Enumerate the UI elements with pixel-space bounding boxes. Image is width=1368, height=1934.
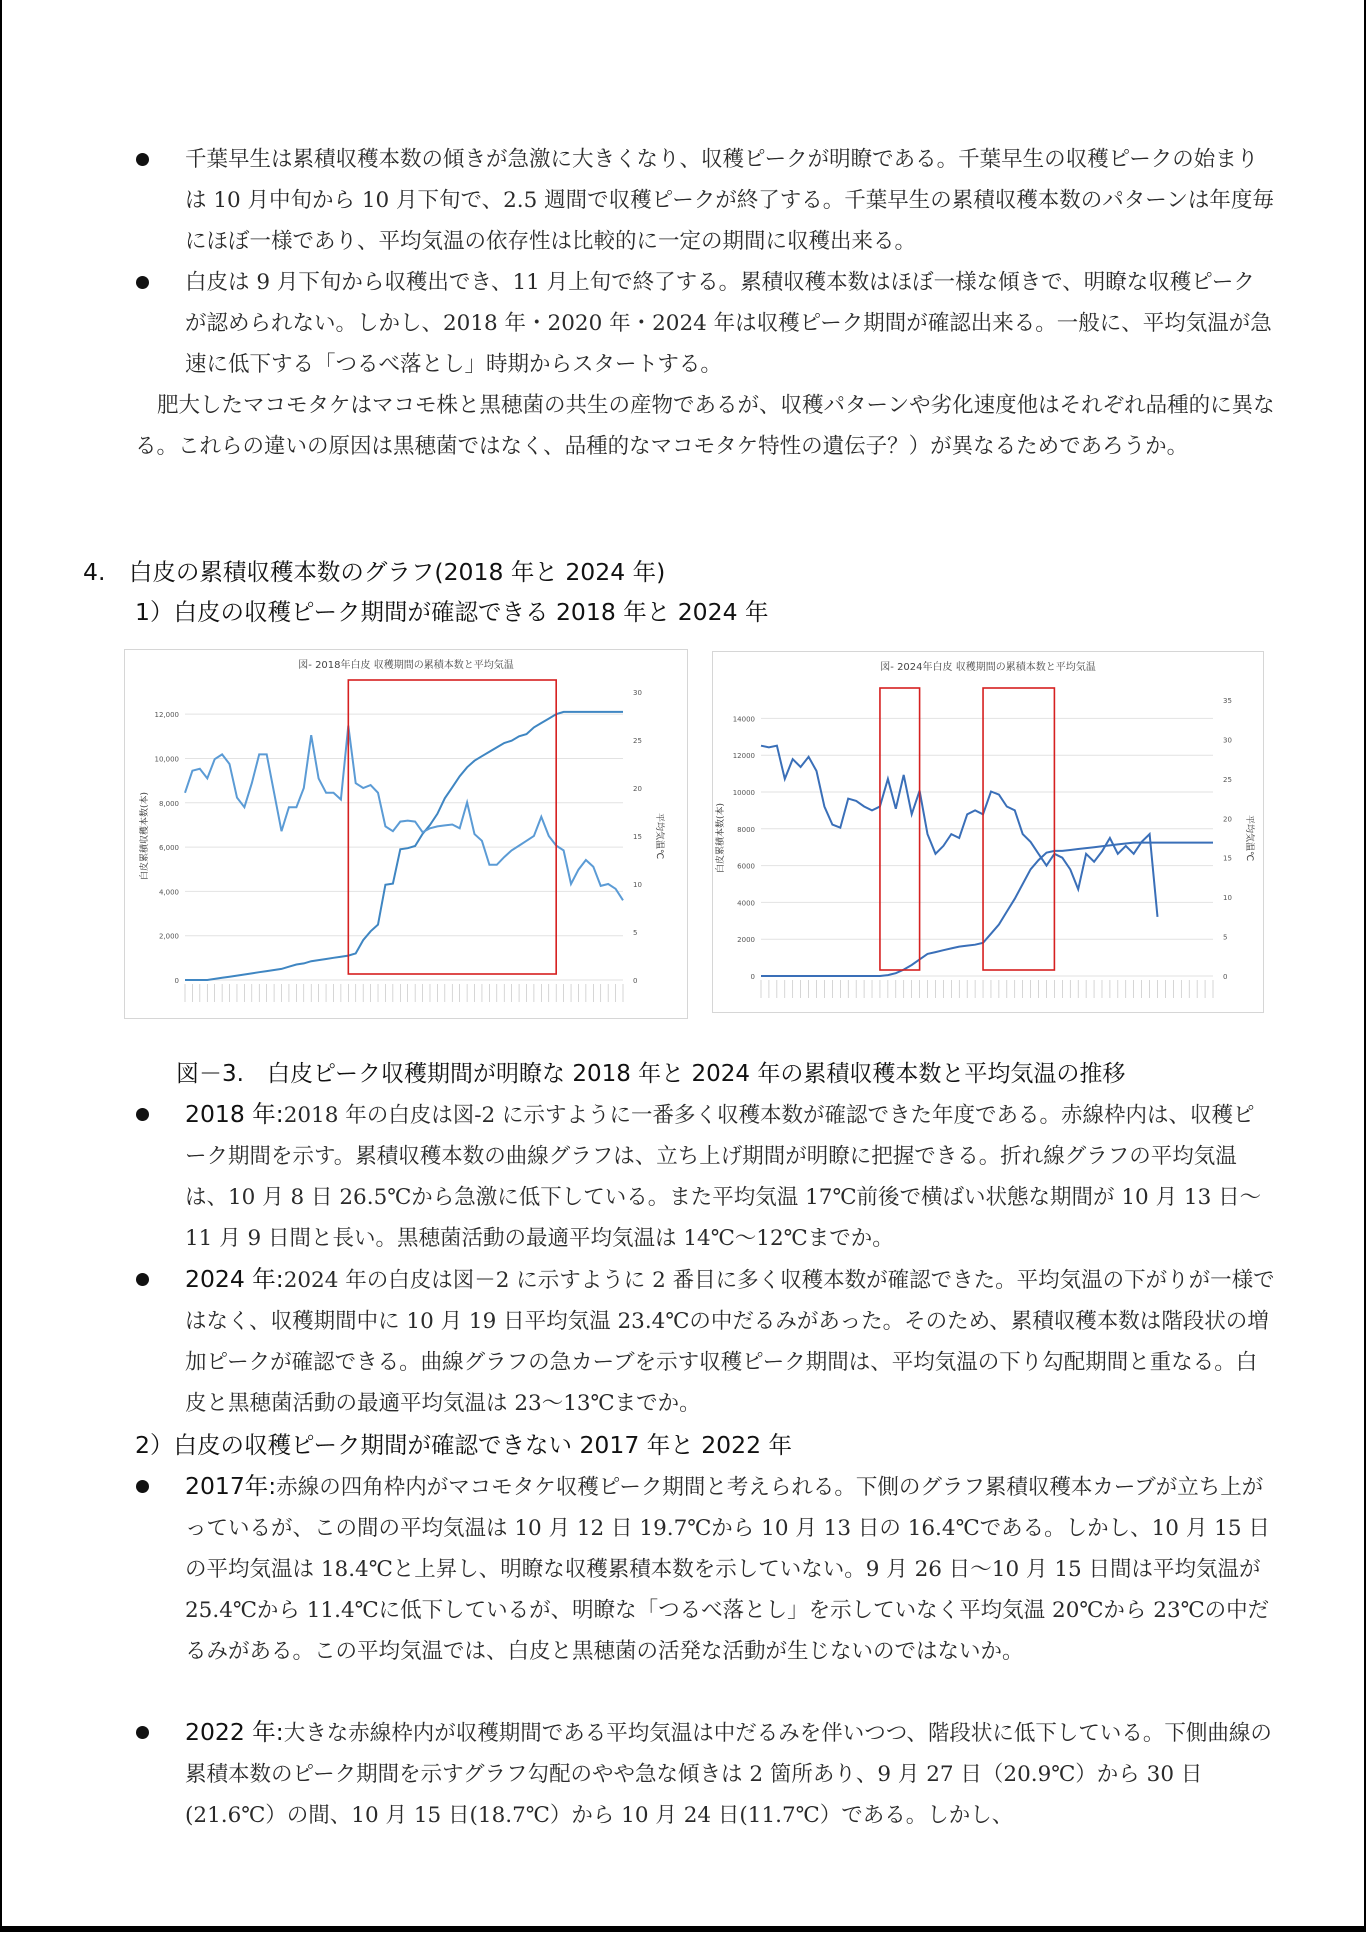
y-tick-label: 10,000: [154, 755, 179, 764]
bullet-marker: [136, 153, 149, 166]
y-tick-label: 2,000: [158, 932, 179, 941]
y-tick-label: 14000: [732, 715, 755, 724]
bullet-marker: [136, 276, 149, 289]
cumulative-line: [761, 843, 1213, 976]
y2-tick-label: 30: [633, 689, 642, 697]
y-tick-label: 12000: [732, 752, 755, 761]
bullet-lead-2022: 2022 年:: [185, 1718, 284, 1746]
y2-tick-label: 30: [1223, 736, 1232, 745]
y2-tick-label: 25: [633, 737, 642, 745]
y2-tick-label: 0: [1223, 973, 1228, 981]
chart-title: 図- 2024年白皮 収穫期間の累積本数と平均気温: [880, 662, 1096, 673]
temperature-line: [185, 726, 623, 901]
figure-caption: 図－3. 白皮ピーク収穫期間が明瞭な 2018 年と 2024 年の累積収穫本数と平均気温の推移: [176, 1061, 1126, 1087]
y2-tick-label: 5: [1223, 933, 1228, 942]
bullet-lead-2017: 2017年:: [185, 1472, 277, 1500]
y-tick-label: 8000: [737, 825, 755, 834]
bullet-text-2022: 大きな赤線枠内が収穫期間である平均気温は中だるみを伴いつつ、階段状に低下している。下側曲線の累積本数のピーク期間を示すグラフ勾配のやや急な傾きは 2 箇所あり、9 月 27 日（20.9℃）から 30 日(21.6℃）の間、10 月 15 日(18.7℃）から 10 月 24 日(11.7℃）である。しかし、: [185, 1721, 1272, 1828]
subsection-heading-2: 2）白皮の収穫ピーク期間が確認できない 2017 年と 2022 年: [135, 1431, 793, 1459]
y2-tick-label: 15: [633, 833, 642, 841]
y-tick-label: 2000: [737, 936, 755, 945]
y-tick-label: 8,000: [158, 799, 179, 808]
chart-2024: [712, 651, 1264, 1013]
bullet-marker: [136, 1480, 149, 1493]
y2-tick-label: 25: [1223, 775, 1232, 784]
bullet-shirokawa: 白皮は 9 月下旬から収穫出でき、11 月上旬で終了する。累積収穫本数はほぼ一様な傾きで、明瞭な収穫ピークが認められない。しかし、2018 年・2020 年・2024 年は収穫ピーク期間が確認出来る。一般に、平均気温が急速に低下する「つるべ落とし」時期からスタートする。: [185, 270, 1272, 377]
subsection-heading-1: 1）白皮の収穫ピーク期間が確認できる 2018 年と 2024 年: [135, 598, 769, 626]
section-heading: 4. 白皮の累積収穫本数のグラフ(2018 年と 2024 年): [83, 558, 666, 586]
y2-tick-label: 20: [1223, 815, 1232, 824]
peak-period-box: [348, 680, 556, 974]
bullet-2018: [185, 1094, 1275, 1259]
y-tick-label: 10000: [732, 789, 755, 797]
y-tick-label: 12,000: [154, 711, 179, 720]
y2-tick-label: 35: [1223, 697, 1232, 705]
bullet-lead-2024: 2024 年:: [185, 1265, 284, 1293]
y2-tick-label: 10: [1223, 894, 1232, 903]
y2-tick-label: 20: [633, 785, 642, 793]
y-tick-label: 6,000: [158, 844, 179, 853]
chart-2018-svg: [125, 650, 687, 1018]
y2-tick-label: 10: [633, 881, 642, 889]
bullet-marker: [136, 1726, 149, 1739]
y2-axis-label: 平均気温℃: [1244, 814, 1254, 862]
temperature-line: [761, 746, 1158, 917]
y-tick-label: 6000: [737, 862, 755, 871]
chart-title: 図- 2018年白皮 収穫期間の累積本数と平均気温: [298, 660, 514, 671]
body-paragraph: 肥大したマコモタケはマコモ株と黒穂菌の共生の産物であるが、収穫パターンや劣化速度他はそれぞれ品種的に異なる。これらの違いの原因は黒穂菌ではなく、品種的なマコモタケ特性の遺伝子？）が異なるためであろうか。: [135, 393, 1275, 459]
y-tick-label: 0: [174, 977, 179, 985]
bullet-2017: [185, 1466, 1275, 1672]
bullet-2022: [185, 1712, 1275, 1836]
y2-axis-label: 平均気温℃: [654, 812, 664, 860]
bullet-chiba-wase: 千葉早生は累積収穫本数の傾きが急激に大きくなり、収穫ピークが明瞭である。千葉早生の収穫ピークの始まりは 10 月中旬から 10 月下旬で、2.5 週間で収穫ピークが終了する。千葉早生の累積収穫本数のパターンは年度毎にほぼ一様であり、平均気温の依存性は比較的に一定の期間に収穫出来る。: [185, 147, 1274, 254]
bullet-text-2024: 2024 年の白皮は図－2 に示すように 2 番目に多く収穫本数が確認できた。平均気温の下がりが一様ではなく、収穫期間中に 10 月 19 日平均気温 23.4℃の中だるみがあった。そのため、累積収穫本数は階段状の増加ピークが確認できる。曲線グラフの急カーブを示す収穫ピーク期間は、平均気温の下り勾配期間と重なる。白皮と黒穂菌活動の最適平均気温は 23～13℃までか。: [185, 1268, 1275, 1416]
chart-2018: [124, 649, 688, 1019]
chart-2024-svg: [713, 652, 1263, 1012]
bullet-marker: [136, 1273, 149, 1286]
y-axis-label: 白皮累積本数(本): [716, 802, 726, 874]
y2-tick-label: 0: [633, 977, 638, 985]
bullet-marker: [136, 1108, 149, 1121]
y2-tick-label: 5: [633, 929, 638, 937]
bullet-lead-2018: 2018 年:: [185, 1100, 284, 1128]
y-tick-label: 4000: [737, 899, 755, 908]
y-axis-label: 白皮累積収穫本数(本): [140, 791, 150, 881]
bullet-text-2018: 2018 年の白皮は図-2 に示すように一番多く収穫本数が確認できた年度である。赤線枠内は、収穫ピーク期間を示す。累積収穫本数の曲線グラフは、立ち上げ期間が明瞭に把握できる。折れ線グラフの平均気温は、10 月 8 日 26.5℃から急激に低下している。また平均気温 17℃前後で横ばい状態な期間が 10 月 13 日～11 月 9 日間と長い。黒穂菌活動の最適平均気温は 14℃～12℃までか。: [185, 1103, 1262, 1251]
y2-tick-label: 15: [1223, 854, 1232, 863]
bullet-text-2017: 赤線の四角枠内がマコモタケ収穫ピーク期間と考えられる。下側のグラフ累積収穫本カーブが立ち上がっているが、この間の平均気温は 10 月 12 日 19.7℃から 10 月 13 日の 16.4℃である。しかし、10 月 15 日の平均気温は 18.4℃と上昇し、明瞭な収穫累積本数を示していない。9 月 26 日～10 月 15 日間は平均気温が 25.4℃から 11.4℃に低下しているが、明瞭な「つるべ落とし」を示していなく平均気温 20℃から 23℃の中だるみがある。この平均気温では、白皮と黒穂菌の活発な活動が生じないのではないか。: [185, 1475, 1270, 1664]
bullet-2024: [185, 1259, 1275, 1424]
y-tick-label: 4,000: [158, 888, 179, 897]
y-tick-label: 0: [750, 973, 755, 981]
